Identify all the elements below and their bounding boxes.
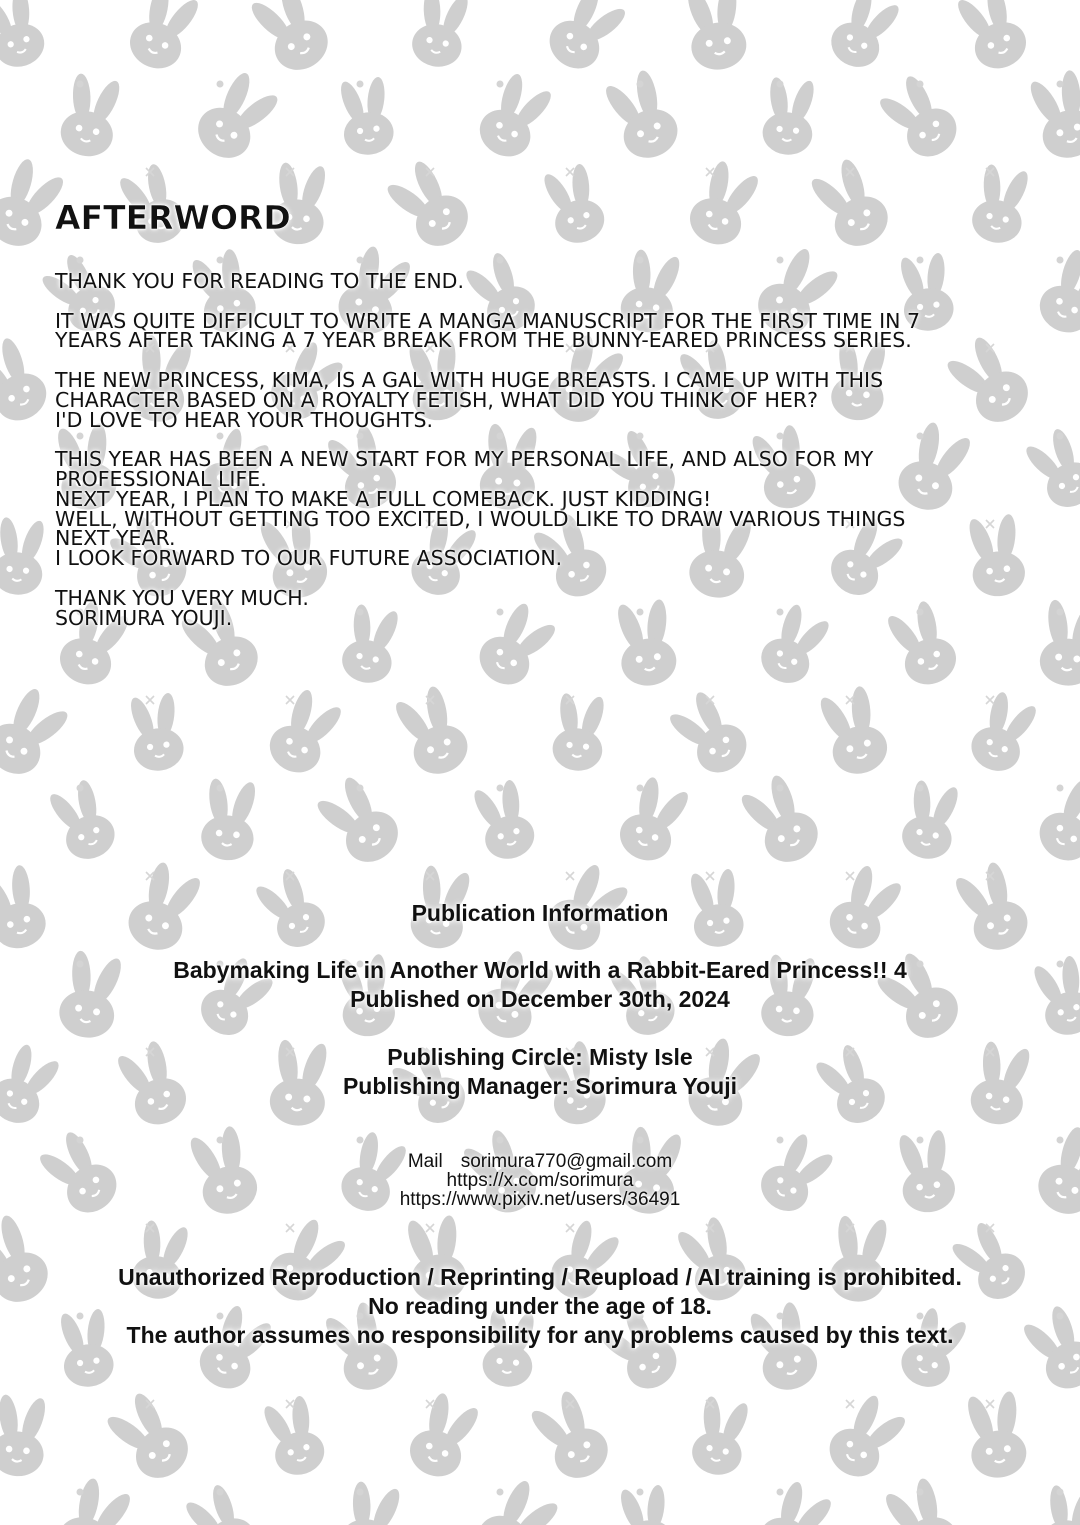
age-notice: No reading under the age of 18. — [368, 1293, 712, 1319]
mail-label: Mail — [407, 1151, 443, 1172]
mail-line — [0, 1152, 1080, 1171]
afterword-title: AFTERWORD — [55, 198, 291, 237]
pixiv-link[interactable]: https://www.pixiv.net/users/36491 — [399, 1189, 681, 1210]
mail-address[interactable]: sorimura770@gmail.com — [460, 1151, 673, 1172]
afterword-paragraph: IT WAS QUITE DIFFICULT TO WRITE A MANGA MANUSCRIPT FOR THE FIRST TIME IN 7 YEARS AFTER TAKING A 7 YEAR BREAK FROM THE BUNNY-EARED PRINCESS SERIES. — [55, 308, 921, 353]
publication-heading: Publication Information — [411, 900, 669, 926]
afterword-paragraph: THE NEW PRINCESS, KIMA, IS A GAL WITH HUGE BREASTS. I CAME UP WITH THIS CHARACTER BASED ON A ROYALTY FETISH, WHAT DID YOU THINK OF HER? I'D LOVE TO HEAR YOUR THOUGHTS. — [55, 367, 884, 432]
contact-info — [0, 1152, 1080, 1209]
afterword-paragraph: THANK YOU VERY MUCH. SORIMURA YOUJI. — [55, 585, 309, 630]
x-link[interactable]: https://x.com/sorimura — [446, 1170, 634, 1191]
publishing-circle: Publishing Circle: Misty Isle — [387, 1044, 693, 1070]
reproduction-notice: Unauthorized Reproduction / Reprinting / Reupload / AI training is prohibited. — [118, 1264, 962, 1290]
legal-notices — [0, 1263, 1080, 1350]
publication-title: Babymaking Life in Another World with a Rabbit-Eared Princess!! 4 — [173, 957, 907, 983]
publishing-manager: Publishing Manager: Sorimura Youji — [342, 1073, 738, 1099]
publication-date: Published on December 30th, 2024 — [350, 986, 730, 1012]
afterword-body — [55, 269, 1035, 648]
responsibility-notice: The author assumes no responsibility for any problems caused by this text. — [126, 1322, 954, 1348]
afterword-paragraph: THANK YOU FOR READING TO THE END. — [55, 269, 464, 293]
afterword-paragraph: THIS YEAR HAS BEEN A NEW START FOR MY PERSONAL LIFE, AND ALSO FOR MY PROFESSIONAL LIFE. NEXT YEAR, I PLAN TO MAKE A FULL COMEBACK. JUST KIDDING! WELL, WITHOUT GETTING TOO EXCITED, I WOULD LIKE TO DRAW VARIOUS THINGS NEXT YEAR. I LOOK FORWARD TO OUR FUTURE ASSOCIATION. — [55, 447, 906, 571]
publication-info — [0, 898, 1080, 1101]
